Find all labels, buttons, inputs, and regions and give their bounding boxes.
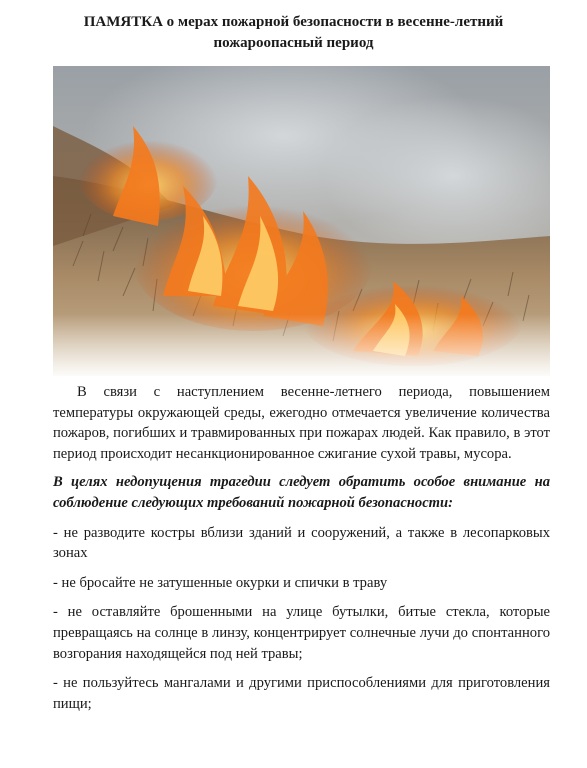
list-item: - не разводите костры вблизи зданий и сооружений, а также в лесопарковых зонах (53, 524, 550, 562)
intro-paragraph: В связи с наступлением весенне-летнего периода, повышением температуры окружающей среды, ежегодно отмечается увеличение количества пожаров, погибших и травмированных при пожарах людей. Как правило, в этот период происходит несанкционированное сжигание сухой травы, мусора. (53, 384, 550, 462)
document-title: ПАМЯТКА о мерах пожарной безопасности в весенне-летний пожароопасный период (83, 14, 504, 51)
emphasis-paragraph: В целях недопущения трагедии следует обратить особое внимание на соблюдение следующих требований пожарной безопасности: (53, 474, 550, 511)
list-item: - не оставляйте брошенными на улице бутылки, битые стекла, которые превращаясь на солнце в линзу, концентрирует солнечные лучи до спонтанного возгорания находящейся под ней травы; (53, 604, 550, 662)
list-item: - не бросайте не затушенные окурки и спички в траву (53, 574, 388, 591)
document-body (53, 382, 550, 714)
list-item: - не пользуйтесь мангалами и другими приспособлениями для приготовления пищи; (53, 675, 550, 712)
field-fire-photo (53, 66, 550, 376)
